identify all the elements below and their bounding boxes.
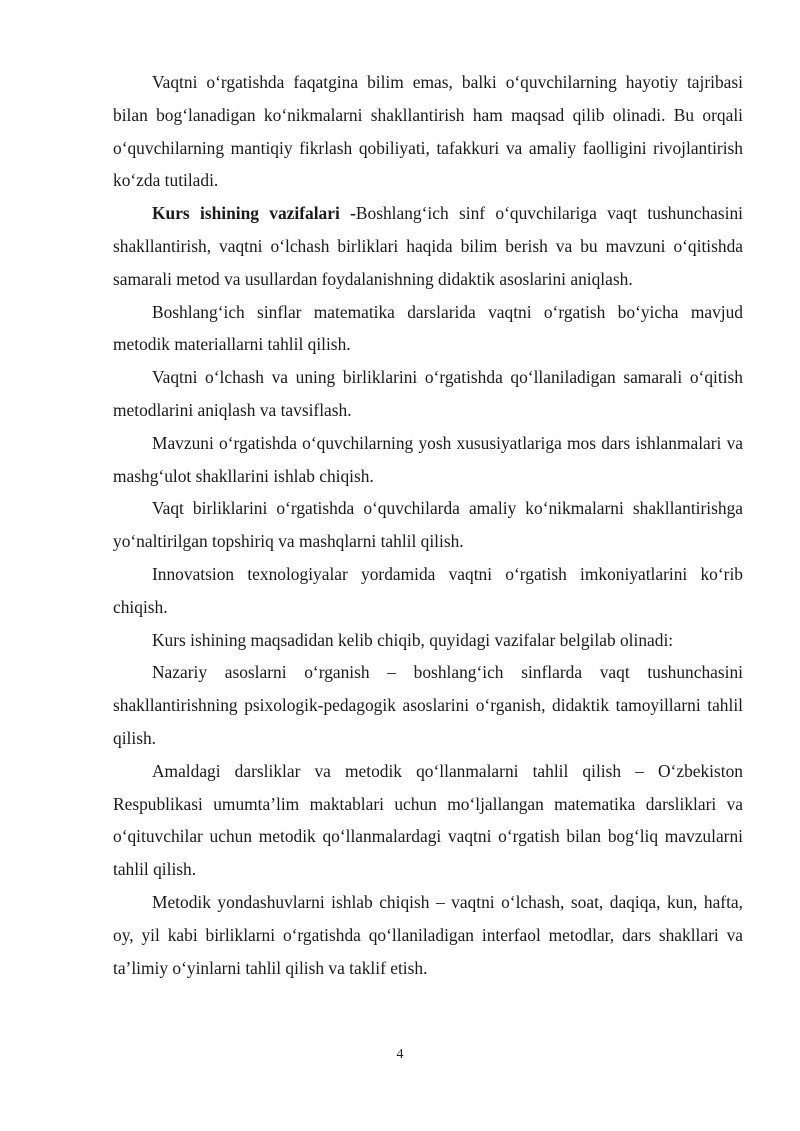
- paragraph-3-text: Boshlang‘ich sinflar matematika darslarida vaqtni o‘rgatish bo‘yicha mavjud metodik materiallarni tahlil qilish.: [113, 301, 743, 355]
- paragraph-4: [113, 361, 743, 427]
- paragraph-5-text: Mavzuni o‘rgatishda o‘quvchilarning yosh xususiyatlariga mos dars ishlanmalari va mashg‘ulot shakllarini ishlab chiqish.: [113, 432, 743, 486]
- paragraph-1-text: Vaqtni o‘rgatishda faqatgina bilim emas, balki o‘quvchilarning hayotiy tajribasi bilan bog‘lanadigan ko‘nikmalarni shakllantirish ham maqsad qilib olinadi. Bu orqali o‘quvchilarning mantiqiy fikrlash qobiliyati, tafakkuri va amaliy faolligini rivojlantirish ko‘zda tutiladi.: [113, 72, 743, 191]
- paragraph-2-bold-lead: Kurs ishining vazifalari -: [152, 203, 356, 224]
- paragraph-10: [113, 755, 743, 886]
- paragraph-10-text: Amaldagi darsliklar va metodik qo‘llanmalarni tahlil qilish – O‘zbekiston Respublikasi umumta’lim maktablari uchun mo‘ljallangan matematika darsliklari va o‘qituvchilar uchun metodik qo‘llanmalardagi vaqtni o‘rgatish bilan bog‘liq mavzularni tahlil qilish.: [113, 760, 743, 880]
- page-number: 4: [396, 1047, 404, 1062]
- paragraph-4-text: Vaqtni o‘lchash va uning birliklarini o‘rgatishda qo‘llaniladigan samarali o‘qitish metodlarini aniqlash va tavsiflash.: [113, 367, 743, 420]
- paragraph-2-text: Boshlang‘ich sinf o‘quvchilariga vaqt tushunchasini shakllantirish, vaqtni o‘lchash birliklari haqida bilim berish va bu mavzuni o‘qitishda samarali metod va usullardan foydalanishning didaktik asoslarini aniqlash.: [113, 203, 744, 289]
- document-page: [113, 66, 743, 984]
- paragraph-9: [113, 656, 743, 754]
- paragraph-8-text: Kurs ishining maqsadidan kelib chiqib, quyidagi vazifalar belgilab olinadi:: [152, 629, 674, 650]
- paragraph-6: [113, 492, 743, 558]
- paragraph-7-text: Innovatsion texnologiyalar yordamida vaqtni o‘rgatish imkoniyatlarini ko‘rib chiqish.: [113, 563, 743, 617]
- paragraph-9-text: Nazariy asoslarni o‘rganish – boshlang‘ich sinflarda vaqt tushunchasini shakllantirishning psixologik-pedagogik asoslarini o‘rganish, didaktik tamoyillarni tahlil qilish.: [113, 662, 743, 748]
- paragraph-5: [113, 427, 743, 493]
- paragraph-2: [113, 197, 743, 295]
- paragraph-7: [113, 558, 743, 624]
- paragraph-11-text: Metodik yondashuvlarni ishlab chiqish – vaqtni o‘lchash, soat, daqiqa, kun, hafta, oy, yil kabi birliklarni o‘rgatishda qo‘llaniladigan interfaol metodlar, dars shakllari va ta’limiy o‘yinlarni tahlil qilish va taklif etish.: [113, 891, 743, 978]
- paragraph-3: [113, 296, 743, 362]
- paragraph-1: [113, 66, 743, 197]
- paragraph-11: [113, 886, 743, 984]
- paragraph-6-text: Vaqt birliklarini o‘rgatishda o‘quvchilarda amaliy ko‘nikmalarni shakllantirishga yo‘naltirilgan topshiriq va mashqlarni tahlil qilish.: [113, 498, 743, 552]
- paragraph-8: [113, 624, 743, 657]
